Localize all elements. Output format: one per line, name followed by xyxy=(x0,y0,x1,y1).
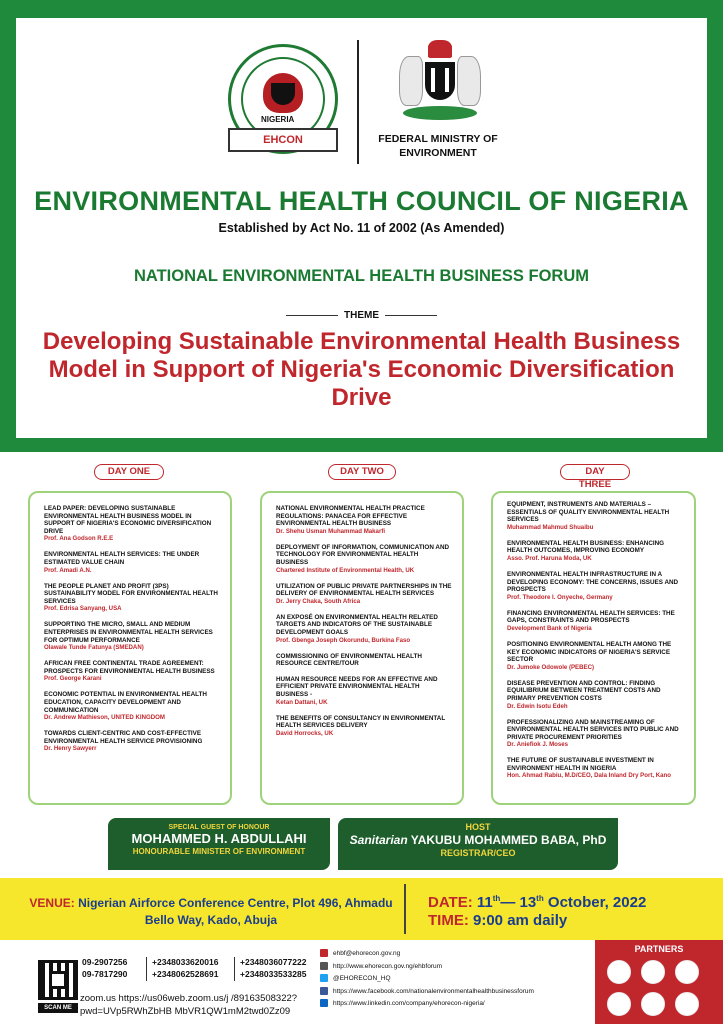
agenda-topic: ENVIRONMENTAL HEALTH SERVICES: THE UNDER ESTIMATED VALUE CHAIN xyxy=(44,551,200,566)
agenda-speaker: Dr. Jumoke Odowole (PEBEC) xyxy=(507,663,595,671)
guest-label: SPECIAL GUEST OF HONOUR xyxy=(168,824,270,831)
agenda-speaker: Dr. Jerry Chaka, South Africa xyxy=(276,597,361,605)
host-banner xyxy=(338,818,618,870)
coat-base xyxy=(403,106,477,120)
agenda-speaker: Muhammad Mahmud Shuaibu xyxy=(507,523,594,531)
agenda-speaker: Prof. Edrisa Sanyang, USA xyxy=(44,605,122,613)
agenda-item xyxy=(507,571,684,602)
time-line xyxy=(428,912,646,930)
agenda-speaker: Prof. Gbenga Joseph Okorundu, Burkina Faso xyxy=(276,636,411,644)
partner-logo-icon xyxy=(675,960,699,984)
host-name xyxy=(338,832,618,848)
partners-label: PARTNERS xyxy=(634,944,684,954)
phone-divider xyxy=(234,957,235,981)
facebook-icon xyxy=(320,987,328,995)
agenda-speaker: Chartered Institute of Environmental Health, UK xyxy=(276,566,415,574)
host-name-text: YAKUBU MOHAMMED BABA, PhD xyxy=(410,833,607,847)
phone-number[interactable]: +2348036077222 xyxy=(240,957,307,967)
theme-title: Developing Sustainable Environmental Health Business Model in Support of Nigeria's Economic Diversification Drive xyxy=(42,328,681,411)
venue xyxy=(26,895,396,929)
agenda-speaker: Prof. Ana Godson R.E.E xyxy=(44,535,114,543)
agenda-item xyxy=(276,653,452,668)
partner-logo-icon xyxy=(607,960,631,984)
agenda-speaker: Dr. Henry Sawyerr xyxy=(44,745,97,753)
agenda-topic: SUPPORTING THE MICRO, SMALL AND MEDIUM ENTERPRISES IN ENVIRONMENTAL HEALTH SERVICES FOR OPTIMUM PERFORMANCE xyxy=(44,621,213,644)
agenda-topic: LEAD PAPER: DEVELOPING SUSTAINABLE ENVIRONMENTAL HEALTH BUSINESS MODEL IN SUPPORT OF NIGERIA'S ECONOMIC DIVERSIFICATION DRIVE xyxy=(44,505,212,535)
agenda-topic: ENVIRONMENTAL HEALTH INFRASTRUCTURE IN A DEVELOPING ECONOMY: THE CONCERNS, ISSUES AND PROSPECTS xyxy=(507,570,679,594)
contact-link[interactable] xyxy=(320,961,592,974)
phone-number[interactable]: +2348033533285 xyxy=(240,968,307,979)
linkedin-icon xyxy=(320,999,328,1007)
partner-logo-icon xyxy=(607,992,631,1016)
agenda-item xyxy=(507,757,684,780)
host-prefix: Sanitarian xyxy=(349,833,408,847)
agenda-topic: ENVIRONMENTAL HEALTH BUSINESS: ENHANCING HEALTH OUTCOMES, IMPROVING ECONOMY xyxy=(507,539,665,555)
agenda-topic: HUMAN RESOURCE NEEDS FOR AN EFFECTIVE AND EFFICIENT PRIVATE ENVIRONMENTAL HEALTH BUSINESS - xyxy=(276,675,438,698)
nigeria-coat-of-arms-icon xyxy=(395,40,485,124)
partner-logo-icon xyxy=(641,992,665,1016)
footer xyxy=(0,940,723,1024)
guest-title: HONOURABLE MINISTER OF ENVIRONMENT xyxy=(132,847,306,856)
contact-link-text: http://www.ehorecon.gov.ng/ehbforum xyxy=(333,962,442,970)
forum-title: NATIONAL ENVIRONMENTAL HEALTH BUSINESS FORUM xyxy=(134,267,589,285)
agenda-speaker: Dr. Shehu Usman Muhammad Makarfi xyxy=(276,527,386,535)
ministry-name: FEDERAL MINISTRY OF ENVIRONMENT xyxy=(378,133,498,159)
agenda-item xyxy=(276,583,452,606)
date-label: DATE: xyxy=(428,894,473,911)
venue-bar xyxy=(0,878,723,940)
agenda-item xyxy=(276,676,452,707)
agenda-speaker: Prof. Theodore I. Onyeche, Germany xyxy=(507,593,613,601)
agenda-item xyxy=(507,610,684,633)
twitter-icon xyxy=(320,974,328,982)
agenda-speaker: Asso. Prof. Haruna Moda, UK xyxy=(507,554,592,562)
globe-icon xyxy=(320,962,328,970)
agenda-speaker: Dr. Andrew Mathieson, UNITED KINGDOM xyxy=(44,714,165,722)
contact-link-text: https://www.linkedin.com/company/ehorecon-nigeria/ xyxy=(333,1000,485,1007)
date-rest: October, 2022 xyxy=(543,894,647,911)
qr-code-icon[interactable] xyxy=(38,960,78,1000)
venue-label: VENUE: xyxy=(29,896,75,910)
agenda-topic: COMMISSIONING OF ENVIRONMENTAL HEALTH RESOURCE CENTRE/TOUR xyxy=(276,652,422,668)
agenda-topic: NATIONAL ENVIRONMENTAL HEALTH PRACTICE REGULATIONS: PANACEA FOR EFFECTIVE ENVIRONMENTAL HEALTH BUSINESS xyxy=(276,505,425,528)
theme-ornament-right xyxy=(385,315,437,316)
agenda-item xyxy=(507,540,684,563)
agenda-topic: DEPLOYMENT OF INFORMATION, COMMUNICATION AND TECHNOLOGY FOR ENVIRONMENTAL HEALTH BUSINESS xyxy=(276,543,450,566)
ehcon-acronym: EHCON xyxy=(263,134,303,146)
phone-divider xyxy=(146,957,147,981)
contact-link-text: @EHORECON_HQ xyxy=(333,975,391,982)
agenda-item xyxy=(507,680,684,711)
day-three-label: DAY THREE xyxy=(560,464,630,480)
agenda-speaker: Development Bank of Nigeria xyxy=(507,624,592,632)
agenda-speaker: Prof. George Karani xyxy=(44,675,102,683)
agenda-item xyxy=(507,719,684,750)
agenda-item xyxy=(507,641,684,672)
partner-logo-icon xyxy=(675,992,699,1016)
agenda-topic: AN EXPOSÉ ON ENVIRONMENTAL HEALTH RELATED TARGETS AND INDICATORS OF THE SUSTAINABLE DEVELOPMENT GOALS xyxy=(276,613,438,636)
agenda-item xyxy=(276,544,452,575)
logo-divider xyxy=(357,40,359,164)
date-end-sup: th xyxy=(536,894,544,903)
time-value: 9:00 am daily xyxy=(473,912,568,929)
agenda-item xyxy=(276,505,452,536)
agenda-speaker: Hon. Ahmad Rabiu, M.D/CEO, Dala Inland Dry Port, Kano xyxy=(507,772,671,780)
theme-label: THEME xyxy=(344,310,379,321)
day-one-label: DAY ONE xyxy=(94,464,164,480)
agenda-speaker: Ketan Dattani, UK xyxy=(276,698,328,706)
agenda-item xyxy=(276,614,452,645)
guest-name: MOHAMMED H. ABDULLAHI xyxy=(131,831,307,846)
logos-row xyxy=(0,36,723,171)
day-two-box xyxy=(260,491,464,805)
horse-right-icon xyxy=(457,56,481,106)
phone-column xyxy=(82,957,127,980)
agenda-speaker: David Horrocks, UK xyxy=(276,729,334,737)
contact-link[interactable] xyxy=(320,986,592,999)
agenda-topic: POSITIONING ENVIRONMENTAL HEALTH AMONG THE KEY ECONOMIC INDICATORS OF NIGERIA'S SERVICE SECTOR xyxy=(507,640,672,664)
ehcon-ribbon xyxy=(228,128,338,152)
time-label: TIME: xyxy=(428,912,469,929)
host-label: HOST xyxy=(465,822,491,832)
venue-text: Nigerian Airforce Conference Centre, Plot 496, Ahmadu Bello Way, Kado, Abuja xyxy=(78,896,393,927)
agenda-speaker: Prof. Amadi A.N. xyxy=(44,566,92,574)
phone-number[interactable]: +2348062528691 xyxy=(152,968,219,979)
contact-link-text: https://www.facebook.com/nationalenvironmentalhealthbusinessforum xyxy=(333,987,534,995)
phone-number[interactable]: 09-7817290 xyxy=(82,968,128,979)
agenda-item xyxy=(507,501,684,532)
agenda-item xyxy=(44,505,220,543)
agenda-item xyxy=(44,551,220,574)
phone-number[interactable]: 09-2907256 xyxy=(82,957,128,967)
date-sep: — 13 xyxy=(500,894,537,911)
agenda-topic: TOWARDS CLIENT-CENTRIC AND COST-EFFECTIVE ENVIRONMENTAL HEALTH SERVICE PROVISIONING xyxy=(44,730,203,745)
agenda-speaker: Olawale Tunde Fatunya (SMEDAN) xyxy=(44,644,144,652)
agenda-topic: AFRICAN FREE CONTINENTAL TRADE AGREEMENT: PROSPECTS FOR ENVIRONMENTAL HEALTH BUSINESS xyxy=(44,660,215,675)
scan-me-label: SCAN ME xyxy=(38,1003,78,1013)
phone-number[interactable]: +2348033620016 xyxy=(152,957,219,967)
venue-divider xyxy=(404,884,406,934)
date-time xyxy=(428,890,646,930)
council-title: ENVIRONMENTAL HEALTH COUNCIL OF NIGERIA xyxy=(34,186,689,216)
date-line xyxy=(428,890,646,912)
program-section xyxy=(0,452,723,817)
contact-links xyxy=(320,948,592,1011)
agenda-topic: DISEASE PREVENTION AND CONTROL: FINDING EQUILIBRIUM BETWEEN TREATMENT COSTS AND PRIMARY PREVENTION COSTS xyxy=(507,679,661,702)
agenda-topic: FINANCING ENVIRONMENTAL HEALTH SERVICES: THE GAPS, CONSTRAINTS AND PROSPECTS xyxy=(507,609,675,625)
phone-column xyxy=(152,957,218,980)
contact-link[interactable] xyxy=(320,948,592,961)
agenda-item xyxy=(44,621,220,652)
shield-pall xyxy=(431,68,449,92)
agenda-topic: EQUIPMENT, INSTRUMENTS AND MATERIALS – ESSENTIALS OF QUALITY ENVIRONMENTAL HEALTH SERVICES xyxy=(507,501,670,524)
agenda-topic: UTILIZATION OF PUBLIC PRIVATE PARTNERSHIPS IN THE DELIVERY OF ENVIRONMENTAL HEALTH SERVICES xyxy=(276,582,452,598)
contact-link[interactable] xyxy=(320,973,592,986)
theme-label-row xyxy=(0,310,723,321)
agenda-item xyxy=(44,660,220,683)
agenda-topic: THE FUTURE OF SUSTAINABLE INVESTMENT IN ENVIRONMENT HEALTH IN NIGERIA xyxy=(507,757,654,772)
date-start: 11 xyxy=(476,894,493,911)
contact-link[interactable] xyxy=(320,998,592,1011)
contact-link-text: ehbf@ehorecon.gov.ng xyxy=(333,950,401,957)
partners-panel xyxy=(595,940,723,1024)
partner-logo-icon xyxy=(641,960,665,984)
special-guest-banner xyxy=(108,818,330,870)
agenda-item xyxy=(276,715,452,738)
eagle-icon xyxy=(428,40,452,58)
date-start-sup: th xyxy=(492,894,501,903)
zoom-link[interactable]: zoom.us https://us06web.zoom.us/j /89163508322?pwd=UVp5RWhZbHB MbVR1QW1mM2twd0Zz09 xyxy=(80,993,298,1017)
phone-column xyxy=(240,957,306,980)
email-icon xyxy=(320,949,328,957)
theme-ornament-left xyxy=(286,315,338,316)
day-one-box xyxy=(28,491,232,805)
established-line: Established by Act No. 11 of 2002 (As Amended) xyxy=(218,221,505,235)
host-title: REGISTRAR/CEO xyxy=(440,848,516,858)
agenda-item xyxy=(44,691,220,722)
agenda-topic: ECONOMIC POTENTIAL IN ENVIRONMENTAL HEALTH EDUCATION, CAPACITY DEVELOPMENT AND COMMUNICATION xyxy=(44,691,207,714)
seal-country: NIGERIA xyxy=(261,115,295,124)
agenda-item xyxy=(44,730,220,753)
agenda-topic: THE PEOPLE PLANET AND PROFIT (3PS) SUSTAINABILITY MODEL FOR ENVIRONMENTAL HEALTH SERVICES xyxy=(44,582,218,605)
agenda-speaker: Dr. Edwin Isotu Edeh xyxy=(507,702,568,710)
agenda-item xyxy=(44,583,220,614)
day-two-label: DAY TWO xyxy=(328,464,396,480)
agenda-topic: PROFESSIONALIZING AND MAINSTREAMING OF ENVIRONMENTAL HEALTH SERVICES INTO PUBLIC AND PRIVATE PROCUREMENT PRIORITIES xyxy=(507,718,679,741)
qr-finder xyxy=(49,971,67,989)
horse-left-icon xyxy=(399,56,423,106)
day-three-box xyxy=(491,491,696,805)
agenda-speaker: Dr. Aniefiok J. Moses xyxy=(507,741,569,749)
agenda-topic: THE BENEFITS OF CONSULTANCY IN ENVIRONMENTAL HEALTH SERVICES DELIVERY xyxy=(276,714,446,730)
